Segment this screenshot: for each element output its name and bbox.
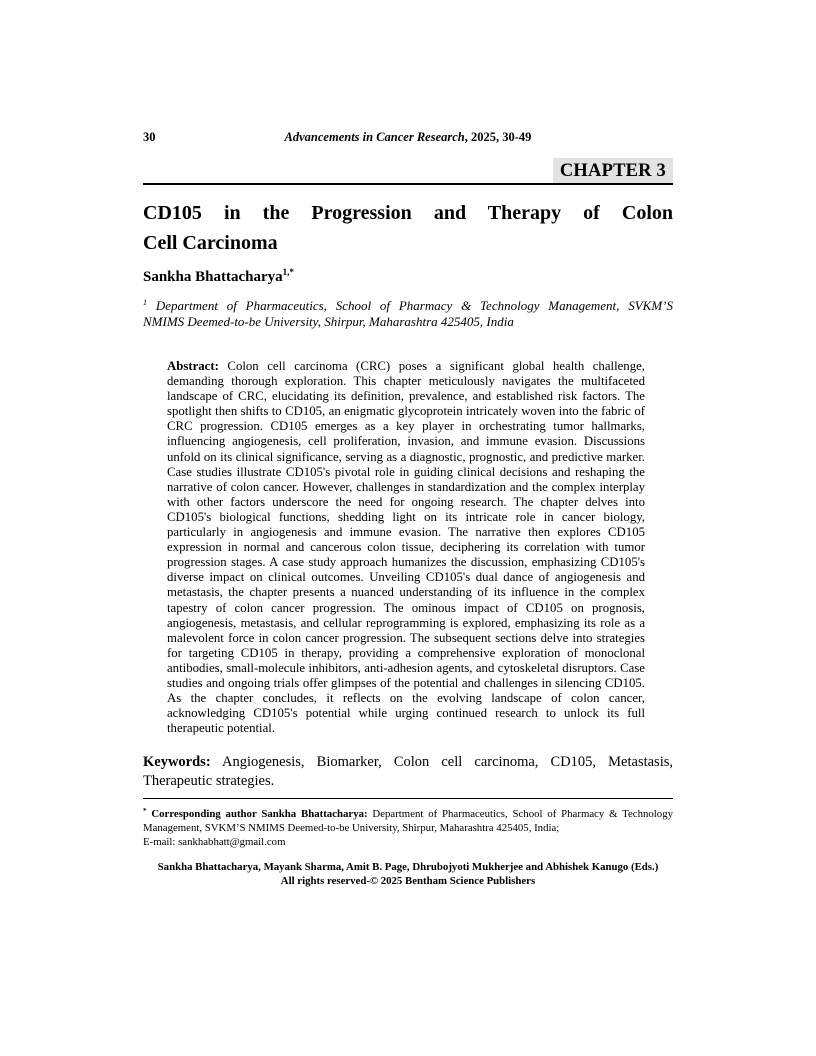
running-title-issue: , 2025, 30-49 (464, 130, 532, 144)
chapter-header-rule (143, 158, 673, 185)
affiliation-marker: 1 (143, 298, 147, 307)
author-line (143, 267, 673, 286)
affiliation-line2: NMIMS Deemed-to-be University, Shirpur, Maharashtra 425405, India (143, 313, 514, 329)
publisher-footer (143, 861, 673, 889)
page-number: 30 (143, 130, 156, 144)
footnote-text: Department of Pharmaceutics, School of Pharmacy & Technology Management, SVKM’S NMIMS Deemed-to-be University, Shirpur, Maharashtra 425405, India; (143, 808, 673, 835)
footer-editors: Sankha Bhattacharya, Mayank Sharma, Amit B. Page, Dhrubojyoti Mukherjee and Abhishek Kanugo (Eds.) (157, 860, 659, 873)
footnote-divider (143, 798, 673, 799)
keywords-text: Angiogenesis, Biomarker, Colon cell carcinoma, CD105, Metastasis, Therapeutic strategies. (143, 754, 673, 790)
abstract-paragraph (167, 359, 645, 736)
keywords-label: Keywords: (143, 754, 211, 771)
affiliation (143, 295, 673, 329)
chapter-title-line1: CD105 in the Progression and Therapy of Colon (143, 202, 673, 224)
running-title (143, 130, 673, 145)
chapter-title-line2: Cell Carcinoma (143, 232, 278, 254)
footnote-marker: * (143, 807, 147, 816)
footnote-label: Corresponding author Sankha Bhattacharya: (151, 808, 368, 821)
author-name: Sankha Bhattacharya (143, 269, 283, 285)
page-header (143, 130, 673, 145)
chapter-badge: CHAPTER 3 (553, 158, 673, 183)
footnote-email: E-mail: sankhabhatt@gmail.com (143, 835, 286, 848)
affiliation-line1-text: Department of Pharmaceutics, School of Pharmacy & Technology Management, SVKM’S (155, 298, 674, 313)
abstract-label: Abstract: (167, 359, 219, 373)
abstract-text: Colon cell carcinoma (CRC) poses a significant global health challenge, demanding thorough exploration. This chapter meticulously navigates the multifaceted landscape of CRC, elucidating its definition, prevalence, and established risk factors. The spotlight then shifts to CD105, an enigmatic glycoprotein intricately woven into the fabric of CRC progression. CD105 emerges as a key player in orchestrating tumor hallmarks, influencing angiogenesis, cell proliferation, invasion, and immune evasion. Discussions unfold on its clinical significance, serving as a diagnostic, prognostic, and predictive marker. Case studies illustrate CD105's pivotal role in guiding clinical decisions and reshaping the narrative of colon cancer. However, challenges in standardization and the complex interplay with other factors underscore the need for ongoing research. The chapter delves into CD105's biological functions, shedding light on its intricate role in cancer biology, particularly in angiogenesis and immune evasion. The narrative then explores CD105 expression in normal and cancerous colon tissue, deciphering its correlation with tumor progression stages. A case study approach humanizes the discussion, emphasizing CD105's diverse impact on clinical outcomes. Unveiling CD105's dual dance of angiogenesis and metastasis, the chapter presents a nuanced understanding of its influence in the complex tapestry of colon cancer progression. The ominous impact of CD105 on prognosis, angiogenesis, metastasis, and cellular reprogramming is explored, emphasizing its role as a malevolent force in colon cancer progression. The subsequent sections delve into strategies for targeting CD105 in therapy, providing a comprehensive exploration of monoclonal antibodies, small-molecule inhibitors, anti-adhesion agents, and cytoskeletal disruptors. Case studies and ongoing trials offer glimpses of the potential and challenges in silencing CD105. As the chapter concludes, it reflects on the evolving landscape of colon cancer, acknowledging CD105's potential while urging continued research to unlock its full therapeutic potential. (167, 359, 645, 736)
author-superscript: 1,* (282, 267, 294, 277)
keywords-paragraph (143, 753, 673, 791)
affiliation-line1 (143, 295, 673, 314)
chapter-title (143, 198, 673, 258)
corresponding-author-footnote (143, 805, 673, 849)
footer-rights: All rights reserved-© 2025 Bentham Science Publishers (280, 874, 536, 887)
page-content (143, 130, 673, 888)
running-title-journal: Advancements in Cancer Research (284, 130, 465, 144)
